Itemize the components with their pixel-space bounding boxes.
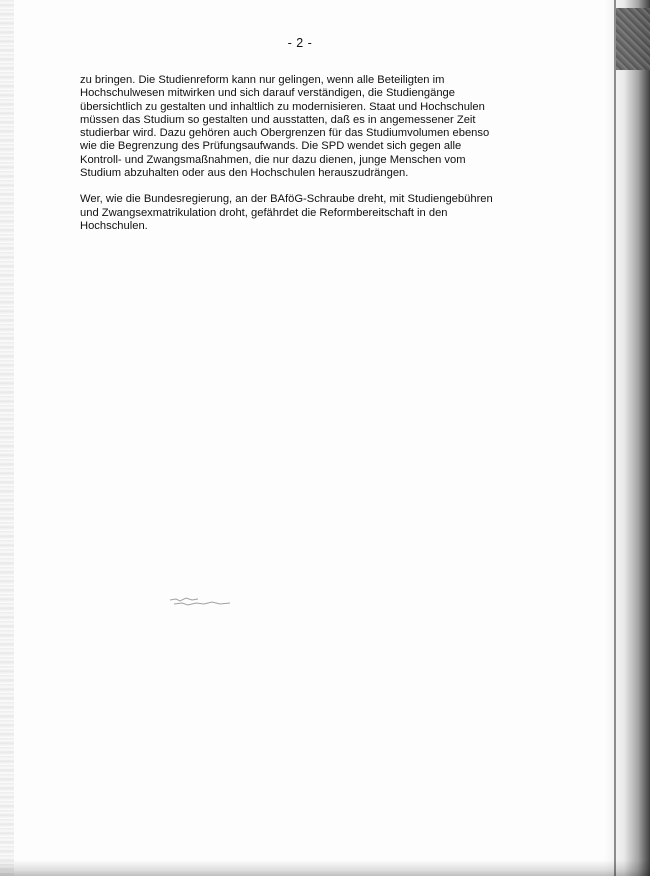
text-line: Hochschulen. bbox=[80, 219, 148, 232]
scan-smudge-artifact bbox=[168, 594, 238, 608]
text-line: und Zwangsexmatrikulation droht, gefährdet die Reformbereitschaft in den bbox=[80, 206, 448, 219]
body-text bbox=[80, 74, 550, 246]
page-number: - 2 - bbox=[287, 36, 313, 50]
text-line: studierbar wird. Dazu gehören auch Obergrenzen für das Studiumvolumen ebenso bbox=[80, 127, 490, 140]
scan-corner-artifact bbox=[616, 8, 650, 70]
scan-edge-bottom bbox=[0, 860, 650, 876]
text-line: Kontroll- und Zwangsmaßnahmen, die nur dazu dienen, junge Menschen vom bbox=[80, 153, 466, 166]
text-line: übersichtlich zu gestalten und inhaltlich zu modernisieren. Staat und Hochschulen bbox=[80, 100, 485, 113]
text-line: Studium abzuhalten oder aus den Hochschulen herauszudrängen. bbox=[80, 167, 409, 180]
text-line: Hochschulwesen mitwirken und sich darauf verständigen, die Studiengänge bbox=[80, 87, 456, 100]
scan-edge-right bbox=[604, 0, 650, 876]
scan-edge-left bbox=[0, 0, 14, 876]
text-line: wie die Begrenzung des Prüfungsaufwands. Die SPD wendet sich gegen alle bbox=[80, 140, 462, 153]
text-line: Wer, wie die Bundesregierung, an der BAföG-Schraube dreht, mit Studiengebühren bbox=[80, 193, 493, 206]
paragraph-2 bbox=[80, 193, 550, 233]
paragraph-1 bbox=[80, 74, 550, 180]
text-line: zu bringen. Die Studienreform kann nur gelingen, wenn alle Beteiligten im bbox=[80, 74, 445, 86]
text-line: müssen das Studium so gestalten und ausstatten, daß es in angemessener Zeit bbox=[80, 113, 476, 126]
